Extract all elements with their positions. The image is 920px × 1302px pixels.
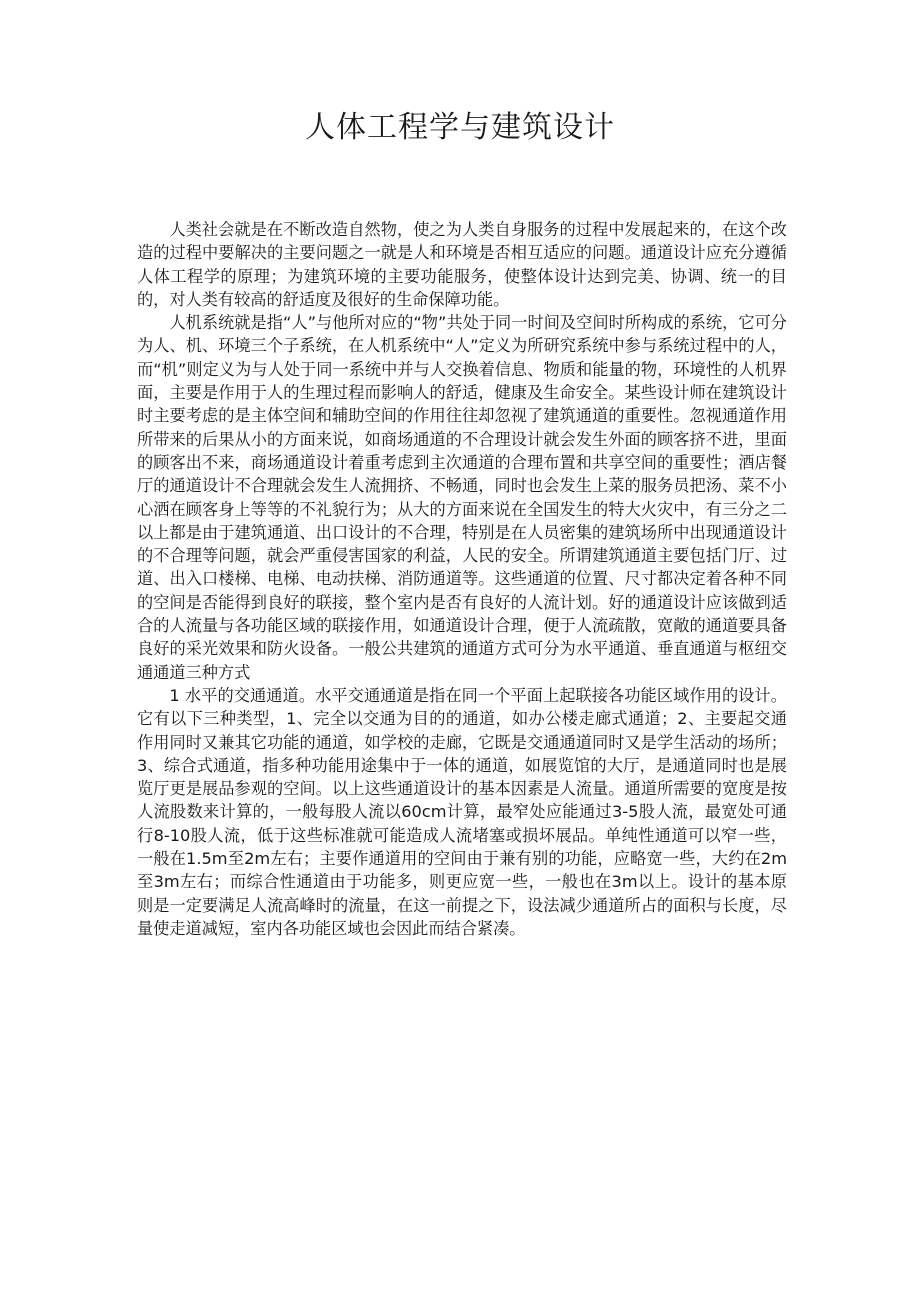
paragraph-human-machine-system: 人机系统就是指“人”与他所对应的“物”共处于同一时间及空间时所构成的系统，它可分为人、机、环境三个子系统，在人机系统中“人”定义为所研究系统中参与系统过程中的人，而“机”则定义为与人处于同一系统中并与人交换着信息、物质和能量的物，环境性的人机界面，主要是作用于人的生理过程而影响人的舒适，健康及生命安全。某些设计师在建筑设计时主要考虑的是主体空间和辅助空间的作用往往却忽视了建筑通道的重要性。忽视通道作用所带来的后果从小的方面来说，如商场通道的不合理设计就会发生外面的顾客挤不进，里面的顾客出不来，商场通道设计着重考虑到主次通道的合理布置和共享空间的重要性；酒店餐厅的通道设计不合理就会发生人流拥挤、不畅通，同时也会发生上菜的服务员把汤、菜不小心洒在顾客身上等等的不礼貌行为；从大的方面来说在全国发生的特大火灾中，有三分之二以上都是由于建筑通道、出口设计的不合理，特别是在人员密集的建筑场所中出现通道设计的不合理等问题，就会严重侵害国家的利益，人民的安全。所谓建筑通道主要包括门厅、过道、出入口楼梯、电梯、电动扶梯、消防通道等。这些通道的位置、尺寸都决定着各种不同的空间是否能得到良好的联接，整个室内是否有良好的人流计划。好的通道设计应该做到适合的人流量与各功能区域的联接作用，如通道设计合理，便于人流疏散，宽敞的通道要具备良好的采光效果和防火设备。一般公共建筑的通道方式可分为水平通道、垂直通道与枢纽交通通道三种方式 <box>137 313 787 682</box>
document-body <box>137 218 787 940</box>
paragraph-intro: 人类社会就是在不断改造自然物，使之为人类自身服务的过程中发展起来的，在这个改造的过程中要解决的主要问题之一就是人和环境是否相互适应的问题。通道设计应充分遵循人体工程学的原理；为建筑环境的主要功能服务，使整体设计达到完美、协调、统一的目的，对人类有较高的舒适度及很好的生命保障功能。 <box>137 220 787 309</box>
paragraph-horizontal-passage: 1 水平的交通通道。水平交通通道是指在同一个平面上起联接各功能区域作用的设计。它有以下三种类型，1、完全以交通为目的的通道，如办公楼走廊式通道；2、主要起交通作用同时又兼其它功能的通道，如学校的走廊，它既是交通通道同时又是学生活动的场所；3、综合式通道，指多种功能用途集中于一体的通道，如展览馆的大厅，是通道同时也是展览厅更是展品参观的空间。以上这些通道设计的基本因素是人流量。通道所需要的宽度是按人流股数来计算的，一般每股人流以60cm计算，最窄处应能通过3-5股人流，最宽处可通行8-10股人流，低于这些标准就可能造成人流堵塞或损坏展品。单纯性通道可以窄一些，一般在1.5m至2m左右；主要作通道用的空间由于兼有别的功能，应略宽一些，大约在2m至3m左右；而综合性通道由于功能多，则更应宽一些，一般也在3m以上。设计的基本原则是一定要满足人流高峰时的流量，在这一前提之下，设法减少通道所占的面积与长度，尽量使走道减短，室内各功能区域也会因此而结合紧凑。 <box>137 685 787 938</box>
document-title: 人体工程学与建筑设计 <box>305 110 615 145</box>
